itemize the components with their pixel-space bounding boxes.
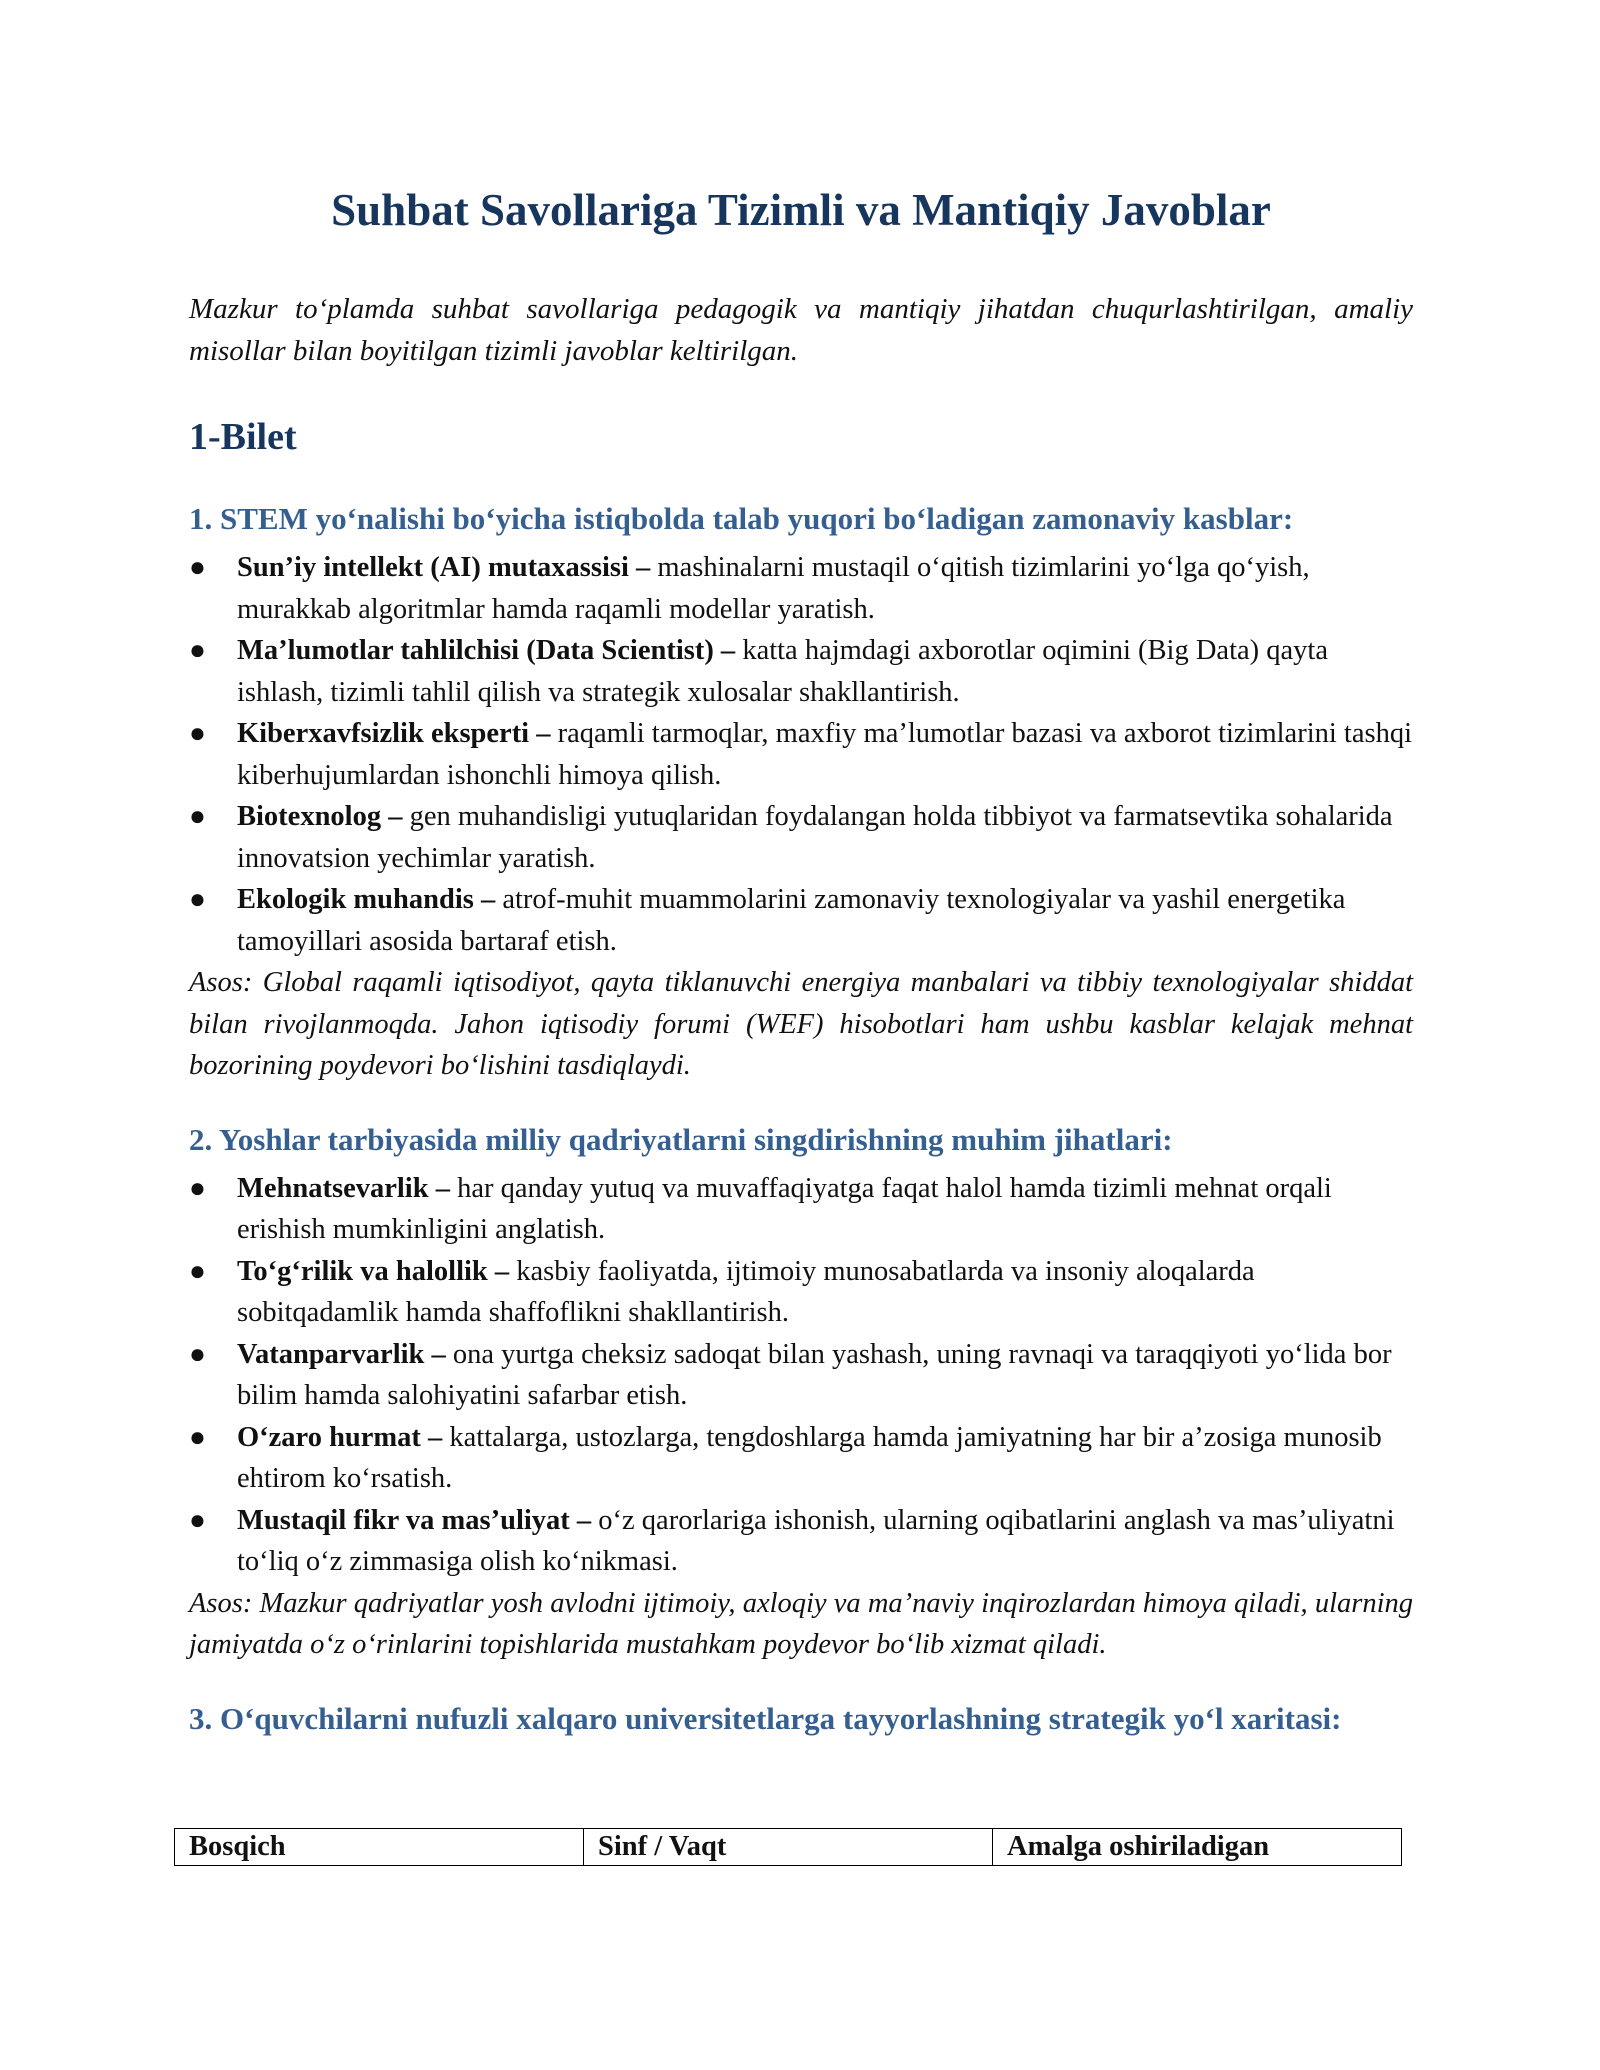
- item-text: kasbiy faoliyatda, ijtimoiy munosabatlarda va insoniy aloqalarda sobitqadamlik hamda shaffoflikni shakllantirish.: [237, 1255, 1255, 1328]
- question-1-basis: Asos: Global raqamli iqtisodiyot, qayta tiklanuvchi energiya manbalari va tibbiy texnologiyalar shiddat bilan rivojlanmoqda. Jahon iqtisodiy forumi (WEF) hisobotlari ham ushbu kasblar kelajak mehnat bozorining poydevori bo‘lishini tasdiqlaydi.: [189, 967, 1413, 1081]
- table-header-cell: Bosqich: [175, 1829, 584, 1866]
- item-text: mashinalarni mustaqil o‘qitish tizimlarini yo‘lga qo‘yish, murakkab algoritmlar hamda raqamli modellar yaratish.: [237, 552, 1310, 625]
- item-text: atrof-muhit muammolarini zamonaviy texnologiyalar va yashil energetika tamoyillari asosida bartaraf etish.: [237, 884, 1346, 957]
- item-term: Vatanparvarlik –: [237, 1338, 446, 1370]
- list-item: [189, 1251, 1413, 1334]
- item-text: har qanday yutuq va muvaffaqiyatga faqat halol hamda tizimli mehnat orqali erishish mumkinligini anglatish.: [237, 1172, 1332, 1245]
- question-2-basis: Asos: Mazkur qadriyatlar yosh avlodni ijtimoiy, axloqiy va ma’naviy inqirozlardan himoya qiladi, ularning jamiyatda o‘z o‘rinlarini topishlarida mustahkam poydevor bo‘lib xizmat qiladi.: [189, 1587, 1413, 1660]
- table-header-cell: Amalga oshiriladigan: [993, 1829, 1402, 1866]
- bullet-icon: ●: [189, 1172, 206, 1204]
- item-term: Sun’iy intellekt (AI) mutaxassisi –: [237, 552, 651, 583]
- item-text: ona yurtga cheksiz sadoqat bilan yashash, uning ravnaqi va taraqqiyoti yo‘lida bor bilim hamda salohiyatini safarbar etish.: [237, 1338, 1392, 1411]
- bullet-icon: ●: [189, 801, 206, 832]
- section-title: 1-Bilet: [189, 416, 297, 458]
- item-term: Ekologik muhandis –: [237, 884, 496, 915]
- item-text: katta hajmdagi axborotlar oqimini (Big Data) qayta ishlash, tizimli tahlil qilish va strategik xulosalar shakllantirish.: [237, 635, 1328, 708]
- list-item: [189, 630, 1413, 713]
- list-item: [189, 796, 1413, 879]
- item-term: Mustaqil fikr va mas’uliyat –: [237, 1504, 592, 1536]
- item-term: Kiberxavfsizlik eksperti –: [237, 718, 551, 749]
- bullet-icon: ●: [189, 1255, 206, 1287]
- question-1-heading: 1. STEM yo‘nalishi bo‘yicha istiqbolda talab yuqori bo‘ladigan zamonaviy kasblar:: [189, 501, 1294, 536]
- bullet-icon: ●: [189, 635, 206, 666]
- roadmap-table: [174, 1828, 1402, 1866]
- item-text: o‘z qarorlariga ishonish, ularning oqibatlarini anglash va mas’uliyatni to‘liq o‘z zimmasiga olish ko‘nikmasi.: [237, 1504, 1395, 1577]
- intro-paragraph: Mazkur to‘plamda suhbat savollariga pedagogik va mantiqiy jihatdan chuqurlashtirilgan, amaliy misollar bilan boyitilgan tizimli javoblar keltirilgan.: [189, 293, 1413, 367]
- question-2-list: [189, 1168, 1413, 1583]
- item-term: Ma’lumotlar tahlilchisi (Data Scientist) –: [237, 635, 736, 666]
- bullet-icon: ●: [189, 1504, 206, 1536]
- list-item: [189, 1334, 1413, 1417]
- item-text: raqamli tarmoqlar, maxfiy ma’lumotlar bazasi va axborot tizimlarini tashqi kiberhujumlardan ishonchli himoya qilish.: [237, 718, 1412, 791]
- table-header-cell: Sinf / Vaqt: [584, 1829, 993, 1866]
- item-term: To‘g‘rilik va halollik –: [237, 1255, 510, 1287]
- item-text: kattalarga, ustozlarga, tengdoshlarga hamda jamiyatning har bir a’zosiga munosib ehtirom ko‘rsatish.: [237, 1421, 1382, 1494]
- list-item: [189, 547, 1413, 630]
- list-item: [189, 879, 1413, 962]
- table-header-row: [175, 1829, 1402, 1866]
- document-content: [189, 180, 1413, 1739]
- question-2-heading: 2. Yoshlar tarbiyasida milliy qadriyatlarni singdirishning muhim jihatlari:: [189, 1121, 1173, 1157]
- item-text: gen muhandisligi yutuqlaridan foydalangan holda tibbiyot va farmatsevtika sohalarida innovatsion yechimlar yaratish.: [237, 801, 1393, 874]
- roadmap-table-wrap: [174, 1828, 1402, 1866]
- bullet-icon: ●: [189, 1421, 206, 1453]
- list-item: [189, 713, 1413, 796]
- item-term: Biotexnolog –: [237, 801, 403, 832]
- list-item: [189, 1417, 1413, 1500]
- bullet-icon: ●: [189, 552, 206, 583]
- item-term: Mehnatsevarlik –: [237, 1172, 450, 1204]
- question-1-list: [189, 547, 1413, 962]
- list-item: [189, 1500, 1413, 1583]
- document-title: Suhbat Savollariga Tizimli va Mantiqiy Javoblar: [331, 185, 1271, 235]
- bullet-icon: ●: [189, 718, 206, 749]
- list-item: [189, 1168, 1413, 1251]
- question-3-heading: 3. O‘quvchilarni nufuzli xalqaro universitetlarga tayyorlashning strategik yo‘l xaritasi:: [189, 1700, 1342, 1736]
- bullet-icon: ●: [189, 884, 206, 915]
- bullet-icon: ●: [189, 1338, 206, 1370]
- item-term: O‘zaro hurmat –: [237, 1421, 443, 1453]
